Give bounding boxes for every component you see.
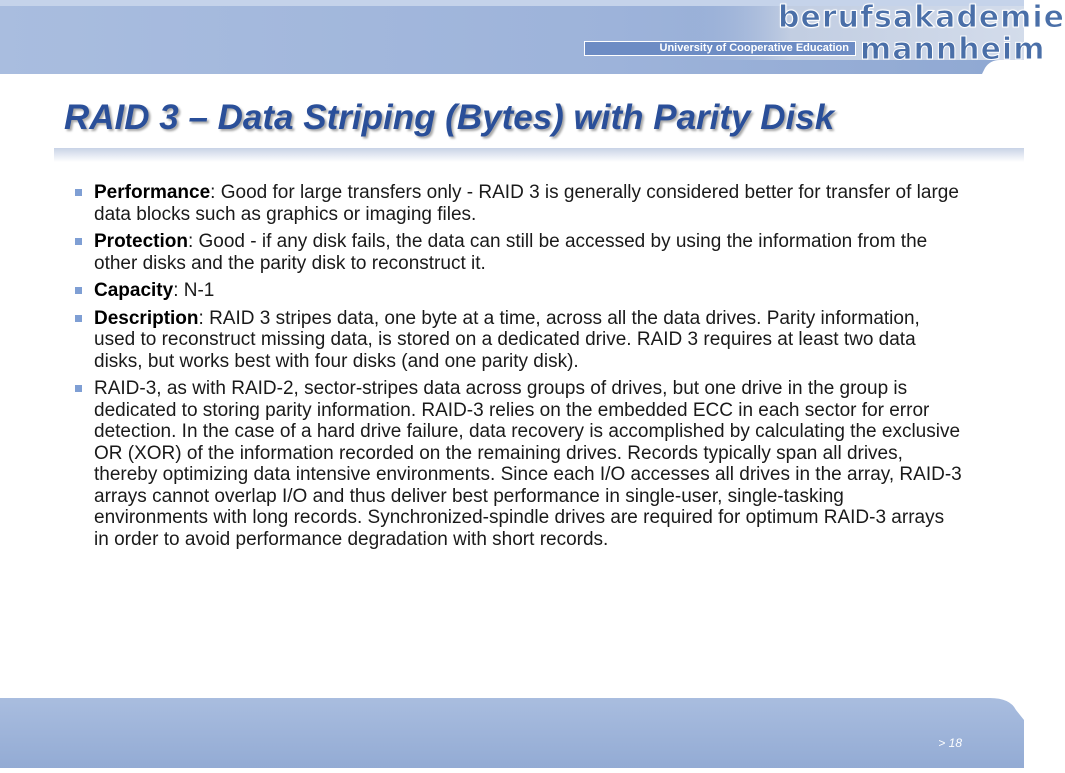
university-label: University of Cooperative Education [659, 42, 849, 54]
bullet-term: Description [94, 307, 199, 329]
bullet-item [72, 231, 962, 274]
square-bullet-icon [75, 189, 82, 196]
logo-mannheim: mannheim [860, 32, 1046, 67]
footer-band-shape [0, 690, 1024, 768]
square-bullet-icon [75, 385, 82, 392]
bullet-text: : N-1 [173, 280, 215, 301]
bullet-item [72, 280, 962, 302]
bullet-item [72, 308, 962, 373]
title-underline [54, 148, 1024, 162]
footer-band [0, 690, 1024, 768]
slide-title: RAID 3 – Data Striping (Bytes) with Parity Disk [64, 98, 835, 137]
bullet-text: RAID-3, as with RAID-2, sector-stripes data across groups of drives, but one drive in the group is dedicated to storing parity information. RAID-3 relies on the embedded ECC in each sector for error detection. In the case of a hard drive failure, data recovery is accomplished by calculating the exclusive OR (XOR) of the information recorded on the remaining drives. Records typically span all drives, thereby optimizing data intensive environments. Since each I/O accesses all drives in the array, RAID-3 arrays cannot overlap I/O and thus deliver best performance in single-user, single-tasking environments with long records. Synchronized-spindle drives are required for optimum RAID-3 arrays in order to avoid performance degradation with short records. [94, 378, 962, 550]
square-bullet-icon [75, 238, 82, 245]
bullet-term: Performance [94, 182, 211, 203]
bullet-text: : Good - if any disk fails, the data can still be accessed by using the information from the other disks and the parity disk to reconstruct it. [94, 231, 928, 274]
bullet-item [72, 182, 962, 225]
bullet-term: Protection [94, 231, 188, 252]
logo-berufsakademie: berufsakademie [778, 0, 1065, 35]
bullet-list [72, 182, 962, 556]
square-bullet-icon [75, 287, 82, 294]
bullet-text: : Good for large transfers only - RAID 3 is generally considered better for transfer of large data blocks such as graphics or imaging files. [94, 182, 959, 225]
bullet-item [72, 378, 962, 550]
university-bar [584, 41, 856, 56]
page-number: > 18 [938, 736, 962, 750]
bullet-term: Capacity [94, 280, 174, 301]
square-bullet-icon [75, 315, 82, 322]
bullet-text: : RAID 3 stripes data, one byte at a time, across all the data drives. Parity information, used to reconstruct missing data, is stored on a dedicated drive. RAID 3 requires at least two data disks, but works best with four disks (and one parity disk). [94, 307, 920, 372]
